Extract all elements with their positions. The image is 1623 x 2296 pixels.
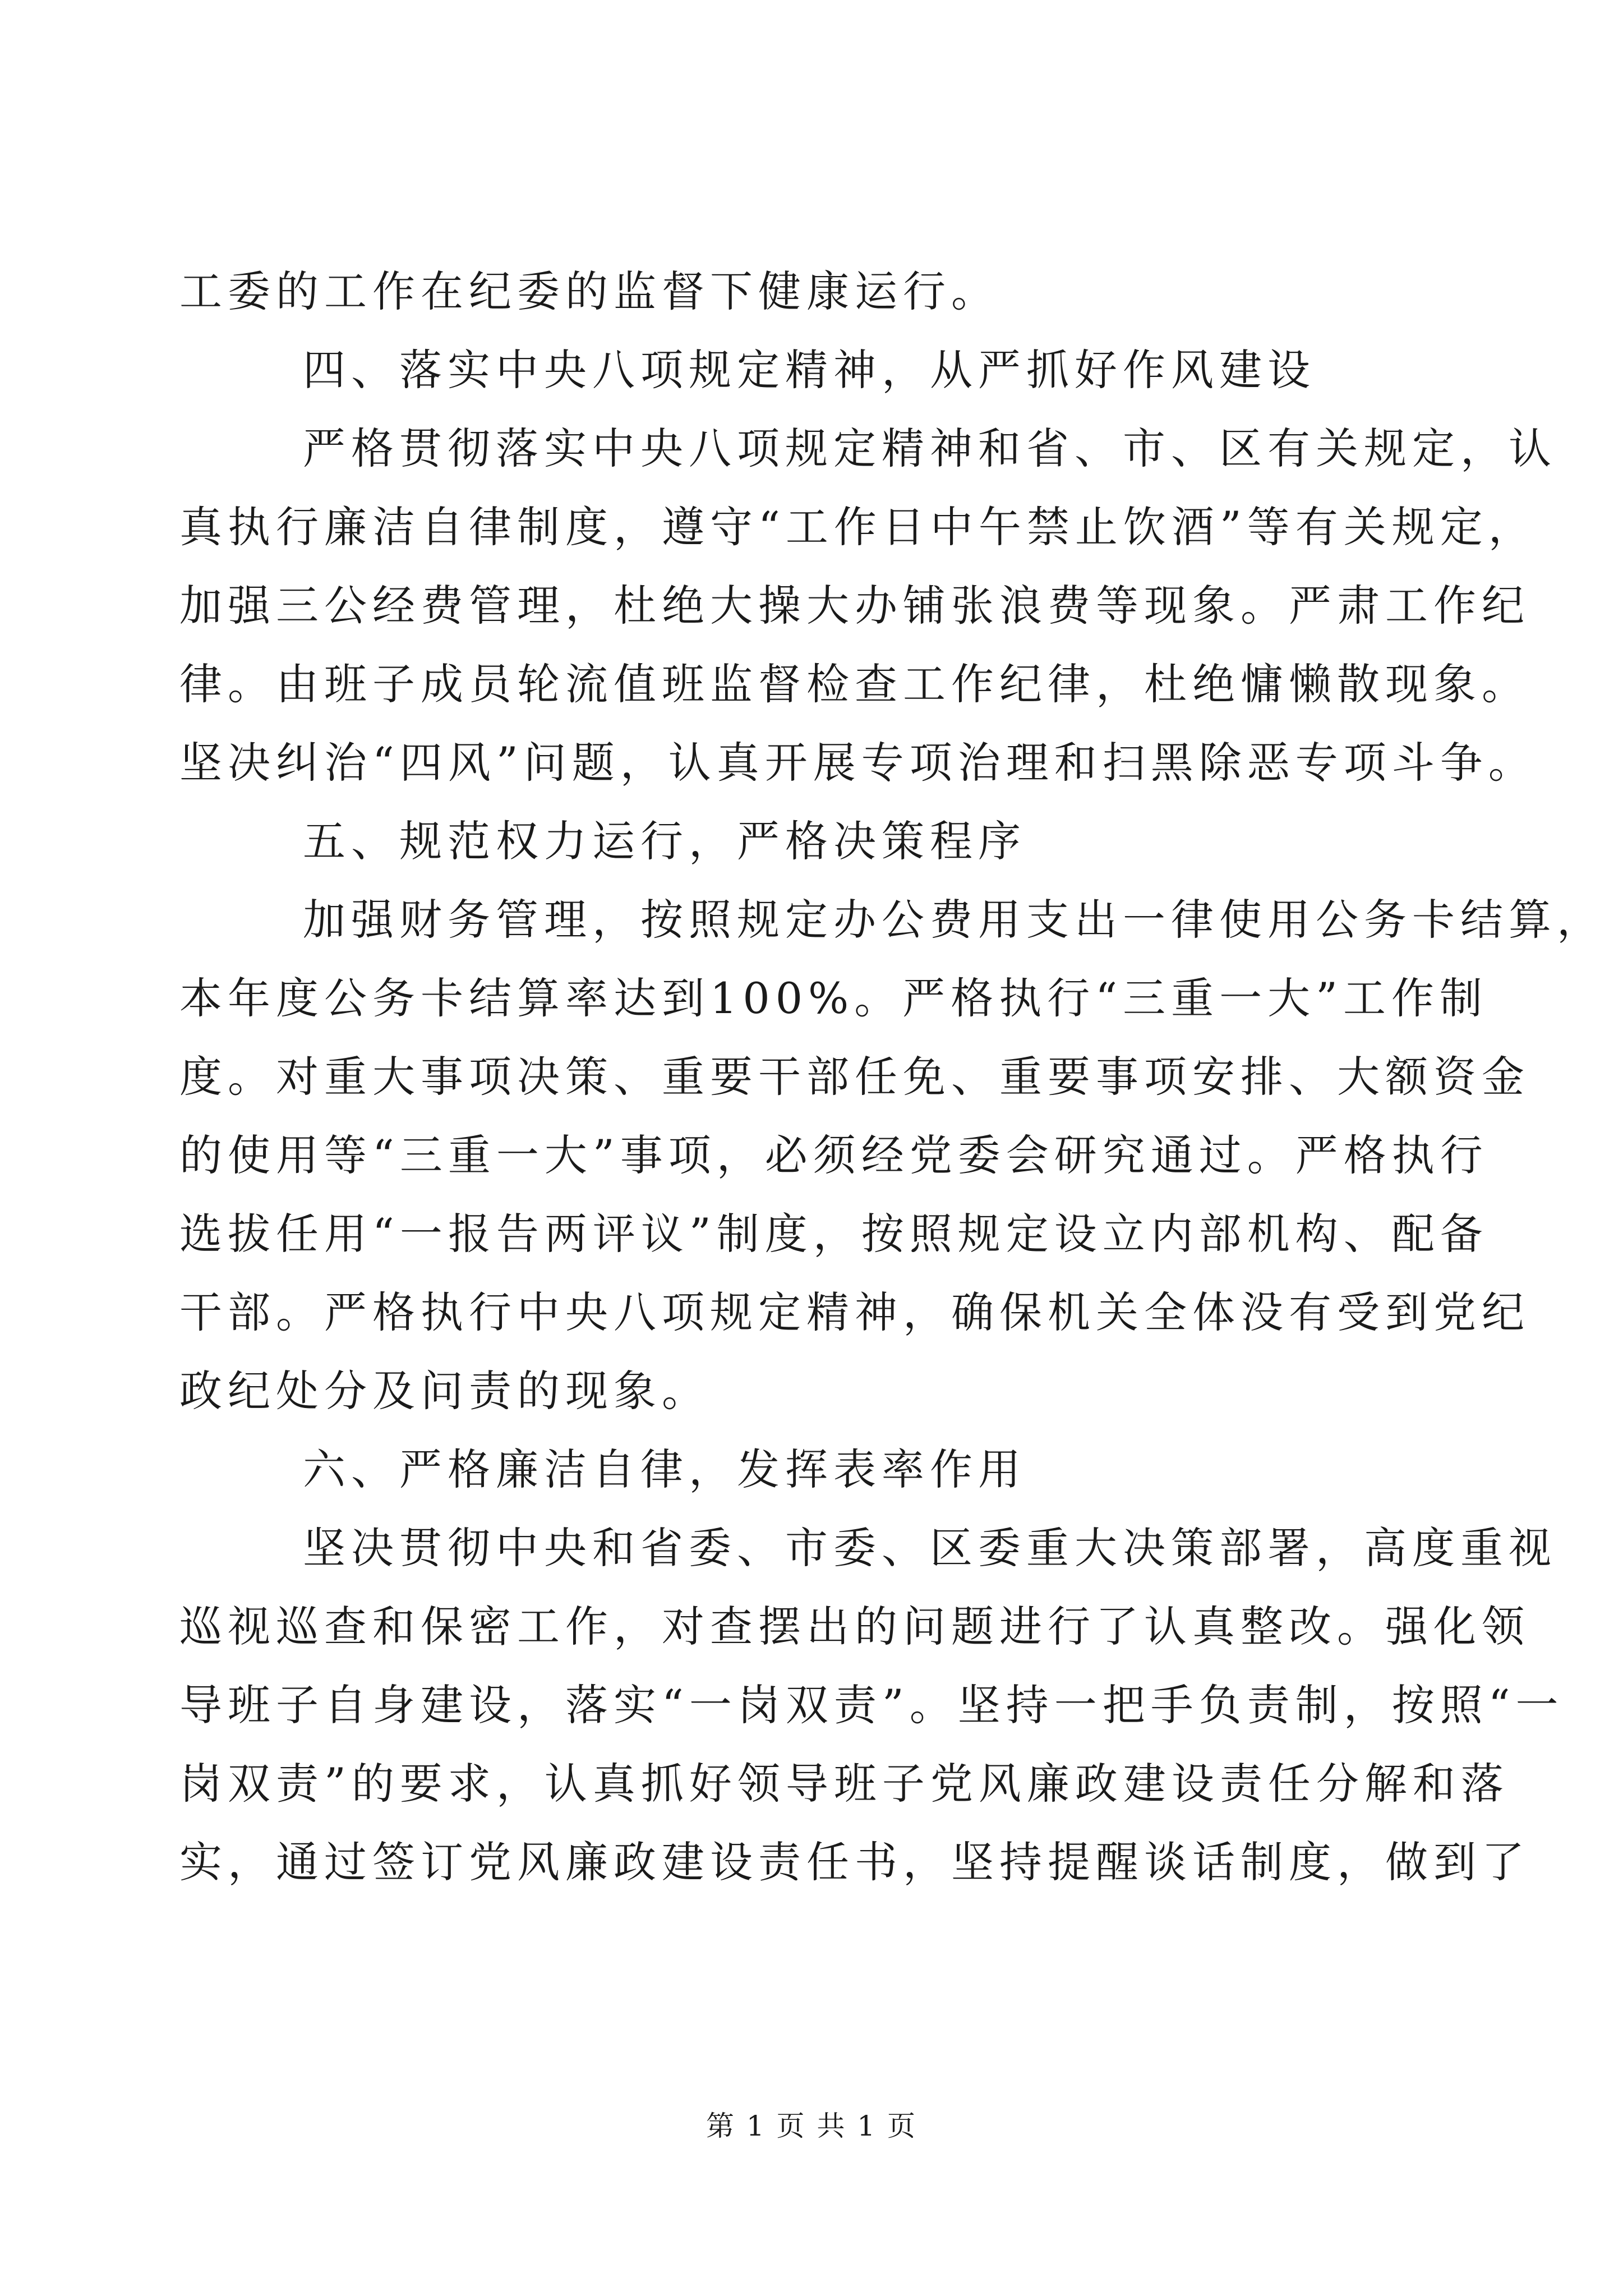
- body-text-line: 的使用等“三重一大”事项，必须经党委会研究通过。严格执行: [179, 1130, 1488, 1180]
- page-number-footer: 第 1 页 共 1 页: [706, 2110, 917, 2142]
- body-text-line: 加强财务管理，按照规定办公费用支出一律使用公务卡结算，: [303, 895, 1605, 945]
- section-heading-4: 四、落实中央八项规定精神，从严抓好作风建设: [303, 345, 1316, 395]
- body-text-line: 律。由班子成员轮流值班监督检查工作纪律，杜绝慵懒散现象。: [179, 659, 1530, 709]
- body-text-line: 岗双责”的要求，认真抓好领导班子党风廉政建设责任分解和落: [179, 1759, 1509, 1809]
- section-heading-6: 六、严格廉洁自律，发挥表率作用: [303, 1444, 1026, 1494]
- body-text-line: 选拔任用“一报告两评议”制度，按照规定设立内部机构、配备: [179, 1209, 1488, 1259]
- body-text-line: 实，通过签订党风廉政建设责任书，坚持提醒谈话制度，做到了: [179, 1837, 1530, 1887]
- body-text-line: 坚决贯彻中央和省委、市委、区委重大决策部署，高度重视: [303, 1523, 1557, 1573]
- body-text-line: 工委的工作在纪委的监督下健康运行。: [179, 266, 999, 316]
- body-text-line: 政纪处分及问责的现象。: [179, 1366, 710, 1416]
- body-text-line: 严格贯彻落实中央八项规定精神和省、市、区有关规定，认: [303, 424, 1557, 473]
- body-text-line: 加强三公经费管理，杜绝大操大办铺张浪费等现象。严肃工作纪: [179, 581, 1530, 631]
- body-text-line: 坚决纠治“四风”问题，认真开展专项治理和扫黑除恶专项斗争。: [179, 738, 1537, 788]
- body-text-line: 导班子自身建设，落实“一岗双责”。坚持一把手负责制，按照“一: [179, 1680, 1564, 1730]
- body-text-line: 度。对重大事项决策、重要干部任免、重要事项安排、大额资金: [179, 1052, 1530, 1102]
- body-text-line: 本年度公务卡结算率达到100%。严格执行“三重一大”工作制: [179, 973, 1488, 1023]
- body-text-line: 干部。严格执行中央八项规定精神，确保机关全体没有受到党纪: [179, 1287, 1530, 1337]
- body-text-line: 巡视巡查和保密工作，对查摆出的问题进行了认真整改。强化领: [179, 1602, 1530, 1651]
- section-heading-5: 五、规范权力运行，严格决策程序: [303, 816, 1026, 866]
- body-text-line: 真执行廉洁自律制度，遵守“工作日中午禁止饮酒”等有关规定，: [179, 502, 1537, 552]
